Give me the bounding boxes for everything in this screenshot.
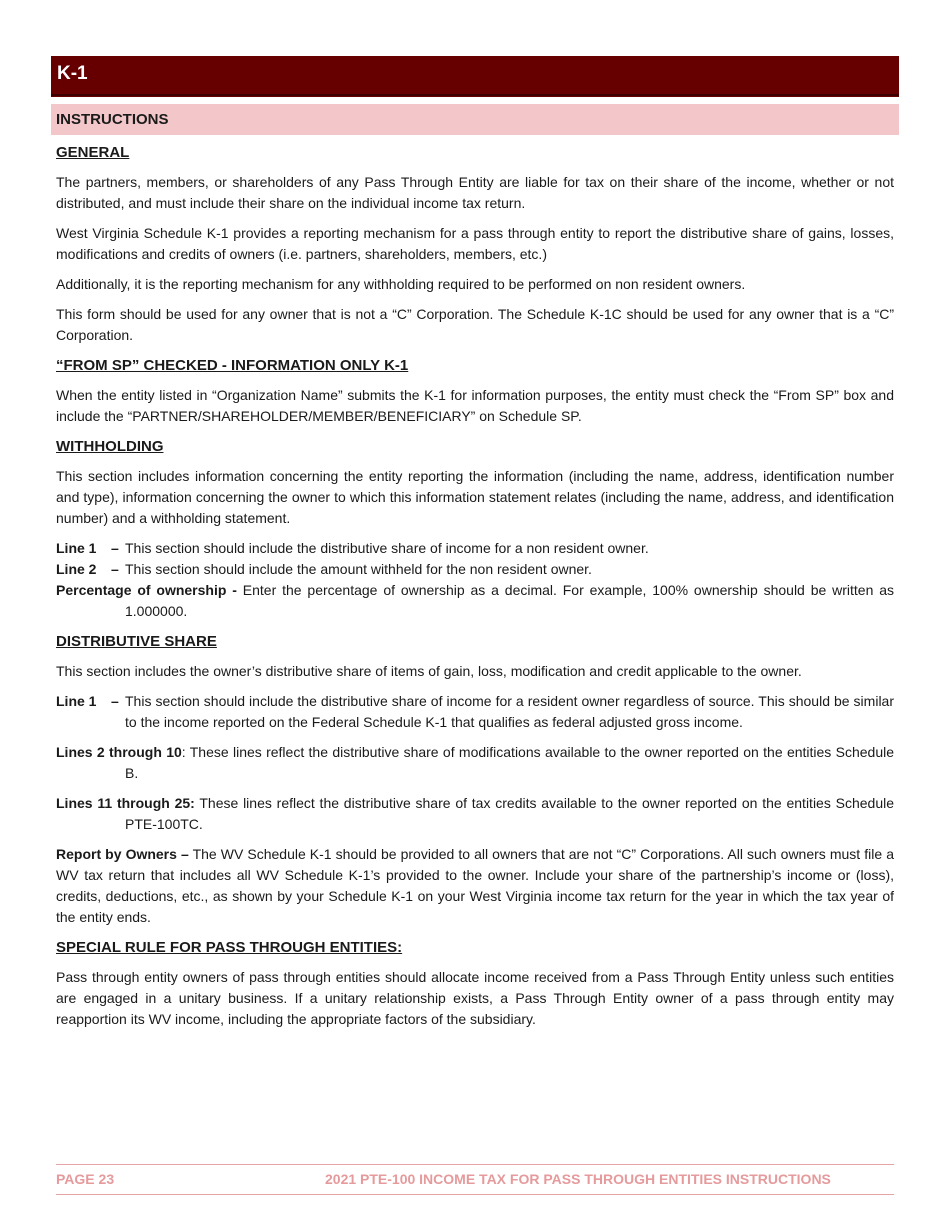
general-paragraph-3: Additionally, it is the reporting mechanism for any withholding required to be performed on non resident owners.: [56, 276, 746, 292]
withholding-line-1: Line 1 – This section should include the distributive share of income for a non resident owner.: [56, 540, 649, 556]
section-title: K-1: [57, 63, 88, 84]
special-rule-paragraph: Pass through entity owners of pass through entities should allocate income received from a Pass Through Entity unless such entities are engaged in a unitary business. If a unitary relationship exists, a Pass Through Entity owner of a pass through entity may reapportion its WV income, including the appropriate factors of the subsidiary.: [56, 969, 894, 1027]
footer-title: 2021 PTE-100 INCOME TAX FOR PASS THROUGH ENTITIES INSTRUCTIONS: [325, 1171, 831, 1187]
instructions-body: [56, 142, 894, 1039]
distributive-line-1: Line 1 – This section should include the distributive share of income for a resident owner regardless of source. This should be similar to the income reported on the Federal Schedule K-1 that qualifies as federal adjusted gross income.: [56, 693, 894, 730]
general-paragraph-4: This form should be used for any owner that is not a “C” Corporation. The Schedule K-1C should be used for any owner that is a “C” Corporation.: [56, 306, 894, 343]
percentage-of-ownership: Percentage of ownership - Enter the percentage of ownership as a decimal. For example, 100% ownership should be written as 1.000000.: [56, 582, 894, 619]
distributive-lines-11-25: Lines 11 through 25: These lines reflect the distributive share of tax credits available to the owner reported on the entities Schedule PTE-100TC.: [56, 795, 894, 832]
distributive-share-heading: DISTRIBUTIVE SHARE: [56, 633, 217, 650]
withholding-line-2: Line 2 – This section should include the amount withheld for the non resident owner.: [56, 561, 592, 577]
footer-rule-bottom: [56, 1194, 894, 1195]
footer-rule-top: [56, 1164, 894, 1165]
general-heading: GENERAL: [56, 144, 130, 161]
instructions-heading: INSTRUCTIONS: [56, 111, 169, 128]
general-paragraph-2: West Virginia Schedule K-1 provides a reporting mechanism for a pass through entity to report the distributive share of gains, losses, modifications and credits of owners (i.e. partners, shareholders, members, etc.): [56, 225, 894, 262]
special-rule-heading: SPECIAL RULE FOR PASS THROUGH ENTITIES:: [56, 939, 403, 956]
from-sp-heading: “FROM SP” CHECKED - INFORMATION ONLY K-1: [56, 357, 409, 374]
page-number: PAGE 23: [56, 1171, 115, 1187]
distributive-lines-2-10: Lines 2 through 10: These lines reflect the distributive share of modifications available to the owner reported on the entities Schedule B.: [56, 744, 895, 781]
general-paragraph-1: The partners, members, or shareholders of any Pass Through Entity are liable for tax on their share of the income, whether or not distributed, and must include their share on the individual income tax return.: [56, 174, 894, 211]
withholding-heading: WITHHOLDING: [56, 438, 164, 455]
title-rule: [51, 96, 899, 97]
distributive-paragraph: This section includes the owner’s distributive share of items of gain, loss, modification and credit applicable to the owner.: [56, 663, 802, 679]
report-by-owners: Report by Owners – The WV Schedule K-1 should be provided to all owners that are not “C” Corporations. All such owners must file a WV tax return that includes all WV Schedule K-1’s provided to the owner. Include your share of the partnership’s income or (loss), credits, deductions, etc., as shown by your Schedule K-1 on your West Virginia income tax return for the year in which the tax year of the entity ends.: [56, 846, 894, 925]
section-title-bar: [51, 56, 899, 96]
instructions-bar: [51, 104, 899, 135]
withholding-paragraph: This section includes information concerning the entity reporting the information (including the name, address, identification number and type), information concerning the owner to which this information statement relates (including the name, address, and identification number) and a withholding statement.: [56, 468, 894, 526]
from-sp-paragraph: When the entity listed in “Organization Name” submits the K-1 for information purposes, the entity must check the “From SP” box and include the “PARTNER/SHAREHOLDER/MEMBER/BENEFICIARY” on Schedule SP.: [56, 387, 894, 424]
